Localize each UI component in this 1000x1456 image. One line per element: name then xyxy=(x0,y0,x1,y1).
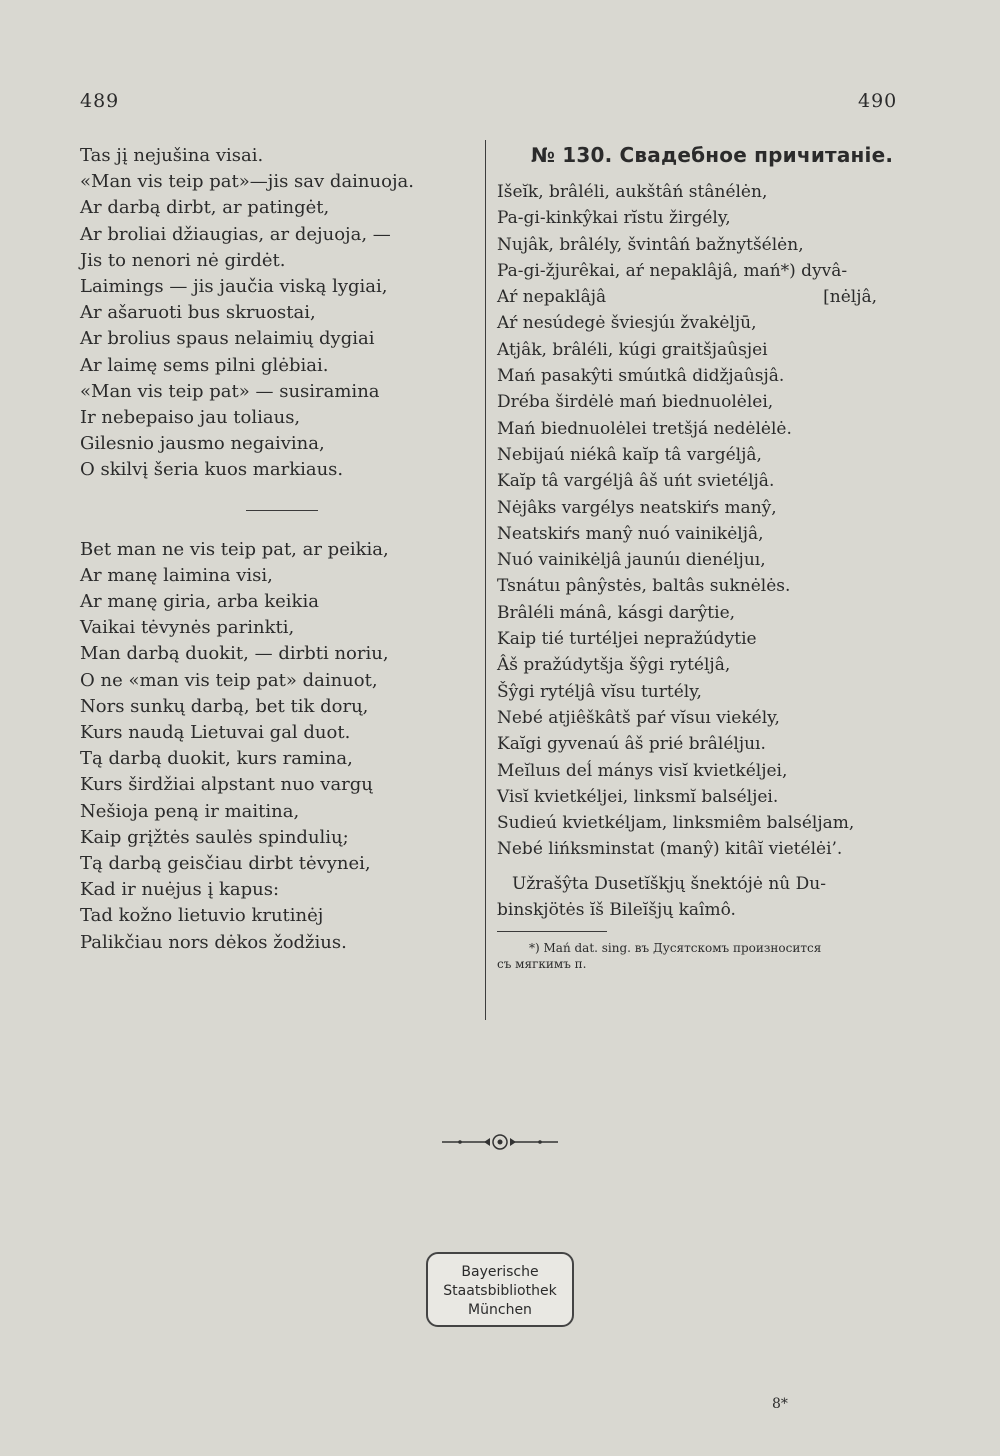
text-line: Ar brolius spaus nelaimių dygiai xyxy=(80,328,375,350)
source-note-line: Užrašŷta Dusetĭškjų šnektójė nû Du- xyxy=(512,873,826,894)
text-line: Nešioja peną ir maitina, xyxy=(80,800,300,822)
text-line: Bet man ne vis teip pat, ar peikia, xyxy=(80,538,389,560)
text-line: Kaĭgi gyvenaú âš prié brâléljuı. xyxy=(497,734,766,755)
text-line: Ar darbą dirbt, ar patingėt, xyxy=(80,197,330,219)
text-line: Pa-gi-žjurêkai, aŕ nepaklâjâ, mań*) dyvâ- xyxy=(497,260,848,281)
text-line: Palikčiau nors dėkos žodžius. xyxy=(80,931,347,953)
page-number-left: 489 xyxy=(80,90,120,112)
text-line: Kad ir nuėjus į kapus: xyxy=(80,879,280,901)
text-line: Jis to nenori nė girdėt. xyxy=(80,249,286,271)
text-line: Nors sunkų darbą, bet tik dorų, xyxy=(80,695,369,717)
text-line: Nebé lińksminstat (manŷ) kitâĭ vietélėi’. xyxy=(497,839,843,860)
stamp-line: Bayerische xyxy=(461,1264,539,1280)
text-line: Nebijaú niékâ kaĭp tâ vargéljâ, xyxy=(497,444,762,465)
text-line: Laimings — jis jaučia viską lygiai, xyxy=(80,276,388,298)
text-line: Meĭluıs deĺ mánys visĭ kvietkéljei, xyxy=(497,760,788,781)
text-line: Vaikai tėvynės parinkti, xyxy=(80,617,295,639)
text-line: Kaĭp tâ vargéljâ âš uńt svietéljâ. xyxy=(497,471,775,492)
text-line: O skilvį šeria kuos markiaus. xyxy=(80,459,344,481)
stanza-divider xyxy=(246,510,318,511)
text-line: Sudieú kvietkéljam, linksmiêm balséljam, xyxy=(497,813,855,834)
text-line: Kaip grįžtės saulės spindulių; xyxy=(80,826,349,848)
text-line: Man darbą duokit, — dirbti noriu, xyxy=(80,643,389,665)
text-line: Visĭ kvietkéljei, linksmĭ balséljei. xyxy=(497,786,779,807)
text-line: Kurs širdžiai alpstant nuo vargų xyxy=(80,774,373,796)
library-stamp xyxy=(426,1252,574,1327)
text-line: Tą darbą geisčiau dirbt tėvynei, xyxy=(80,853,371,875)
text-line: Tą darbą duokit, kurs ramina, xyxy=(80,748,353,770)
text-line: Ar ašaruoti bus skruostai, xyxy=(80,302,316,324)
source-note-line: binskjötės ĭš Bileĭšjų kaîmô. xyxy=(497,899,736,920)
text-line: Mań biednuolėlei tretšjá nedėlėlė. xyxy=(497,418,792,439)
text-line xyxy=(497,284,907,310)
song-heading: № 130. Свадебное причитаніе. xyxy=(530,143,894,167)
column-divider-rule xyxy=(485,140,486,1020)
text-line-part: Aŕ nepaklâjâ xyxy=(497,287,607,308)
text-line: «Man vis teip pat»—jis sav dainuoja. xyxy=(80,171,414,193)
stamp-line: Staatsbibliothek xyxy=(443,1283,557,1299)
text-line: Ar manę laimina visi, xyxy=(80,564,273,586)
text-line: Šŷgi rytéljâ vĭsu turtély, xyxy=(497,681,702,702)
text-line: Tas jį nejušina visai. xyxy=(80,145,264,166)
ornament-icon xyxy=(440,1130,560,1154)
footnote-line: *) Mań dat. sing. въ Дусятскомъ произносится xyxy=(529,940,822,955)
signature-mark: 8* xyxy=(772,1396,788,1412)
footnote-line: съ мягкимъ п. xyxy=(497,956,587,971)
footnote-rule xyxy=(497,931,607,932)
text-line-continuation: [nėljâ, xyxy=(823,287,877,308)
poem-stanza-1 xyxy=(80,143,460,484)
text-line: Gilesnio jausmo negaivina, xyxy=(80,433,325,455)
text-line: Dréba širdėlė mań biednuolėlei, xyxy=(497,392,774,413)
text-line: Aŕ nesúdegė šviesjúı žvakėljū, xyxy=(497,313,757,334)
page-number-right: 490 xyxy=(858,90,898,112)
text-line: Neatskiŕs manŷ nuó vainikėljâ, xyxy=(497,523,764,544)
text-line: Pa-gi-kinkŷkai rĭstu žirgély, xyxy=(497,208,731,229)
text-line: Tsnátuı pânŷstės, baltâs suknėlės. xyxy=(497,576,791,597)
text-line: Atjâk, brâléli, kúgi graitšjaûsjei xyxy=(497,339,768,360)
left-column-poem xyxy=(80,143,460,956)
text-line: Ar broliai džiaugias, ar dejuoja, — xyxy=(80,223,391,245)
text-line: Tad kožno lietuvio krutinėj xyxy=(80,905,324,927)
text-line: «Man vis teip pat» — susiramina xyxy=(80,380,380,402)
text-line: Nuó vainikėljâ jaunúı dienéljuı, xyxy=(497,550,766,571)
text-line: Kurs naudą Lietuvai gal duot. xyxy=(80,722,351,744)
text-line: Išeĭk, brâléli, aukštâń stânélėn, xyxy=(497,182,768,202)
text-line: Ar laimę sems pilni glėbiai. xyxy=(80,354,329,376)
text-line: Kaip tié turtéljei nepražúdytie xyxy=(497,629,757,650)
right-column-song xyxy=(497,143,907,972)
text-line: Âš pražúdytšja šŷgi rytéljâ, xyxy=(497,655,731,676)
text-line: Nujâk, brâlély, švintâń bažnytšélėn, xyxy=(497,234,804,255)
text-line: Ir nebepaiso jau toliaus, xyxy=(80,407,301,429)
text-line: Brâléli mánâ, kásgi darŷtie, xyxy=(497,602,736,623)
text-line: Ar manę giria, arba keikia xyxy=(80,591,319,613)
text-line: Nebé atjiêškâtš paŕ vĭsuı viekély, xyxy=(497,707,780,728)
source-note xyxy=(497,871,907,923)
text-line: O ne «man vis teip pat» dainuot, xyxy=(80,669,378,691)
poem-stanza-2 xyxy=(80,537,460,956)
text-line: Nėjâks vargélys neatskiŕs manŷ, xyxy=(497,497,777,518)
stamp-line: München xyxy=(468,1302,532,1318)
song-lines xyxy=(497,179,907,863)
text-line: Mań pasakŷti smúıtkâ didžjaûsjâ. xyxy=(497,366,785,387)
